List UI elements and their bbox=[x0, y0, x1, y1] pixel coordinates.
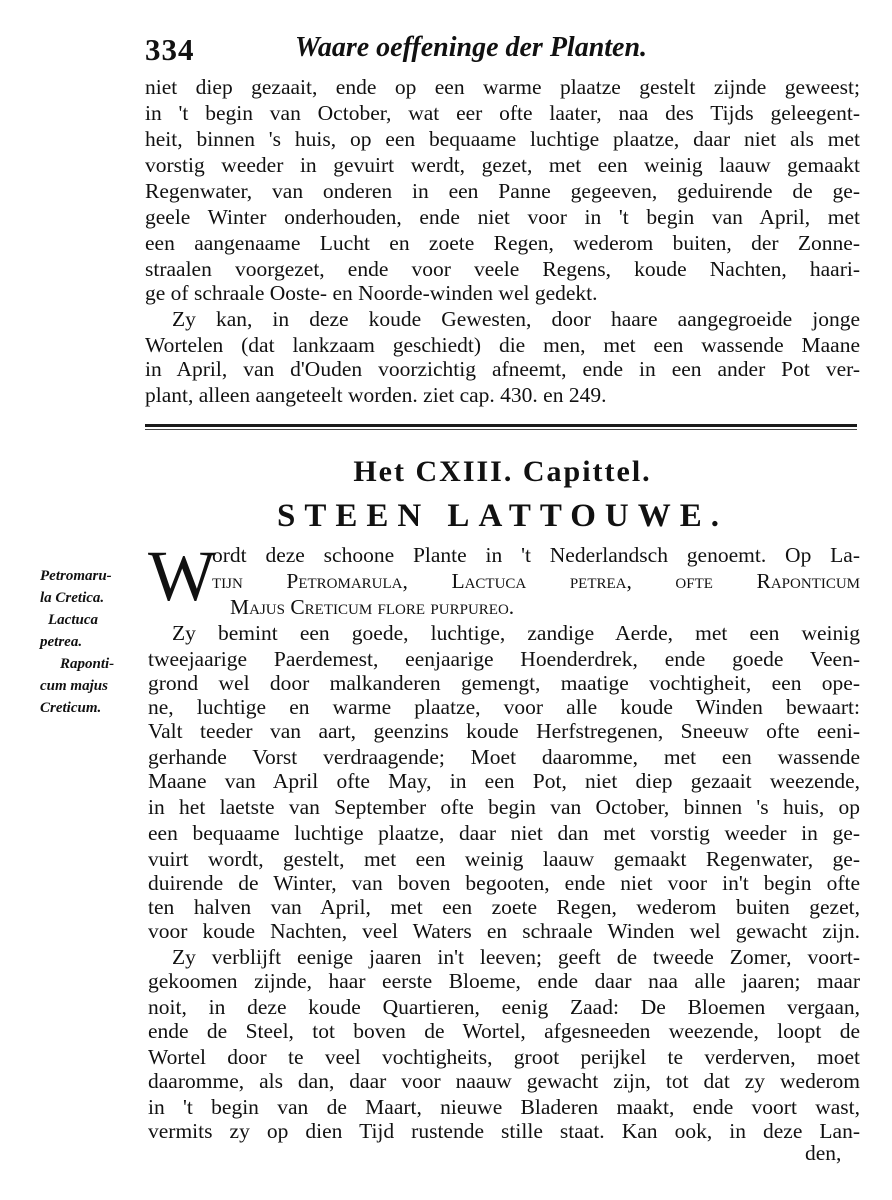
text-line: Zy verblijft eenige jaaren in't leeven; geeft de tweede Zomer, voort- bbox=[172, 945, 860, 969]
text-line: niet diep gezaait, ende op een warme plaatze gestelt zijnde geweest; bbox=[145, 75, 860, 99]
text-line: een bequaame luchtige plaatze, daar niet dan met vorstig weeder in ge- bbox=[148, 821, 860, 845]
margin-note-line: Lactuca bbox=[48, 612, 98, 628]
drop-cap: W bbox=[148, 536, 216, 616]
text-line: daaromme, als dan, daar voor naauw gewacht zijn, tot dat zy wederom bbox=[148, 1069, 860, 1093]
margin-note bbox=[40, 565, 148, 719]
text-line: ende de Steel, tot boven de Wortel, afgesneeden weezende, loopt de bbox=[148, 1019, 860, 1043]
text-line: Majus Creticum flore purpureo. bbox=[230, 595, 515, 619]
text-line: Maane van April ofte May, in een Pot, niet diep gezaait weezende, bbox=[148, 769, 860, 793]
margin-note-line: la Cretica. bbox=[40, 590, 105, 606]
text-line: geele Winter onderhouden, ende niet voor in 't begin van April, met bbox=[145, 205, 860, 229]
text-line: in het laetste van September ofte begin van October, binnen 's huis, op bbox=[148, 795, 860, 819]
text-line: in April, van d'Ouden voorzichtig afneemt, ende in een ander Pot ver- bbox=[145, 357, 860, 381]
text-line: ordt deze schoone Plante in 't Nederlandsch genoemt. Op La- bbox=[212, 543, 860, 567]
text-line: in 't begin van October, wat eer ofte laater, naa des Tijds geleegent- bbox=[145, 101, 860, 125]
page-header bbox=[145, 28, 865, 72]
text-line: Wortelen (dat lankzaam geschiedt) die men, met een wassende Maane bbox=[145, 333, 860, 357]
text-line: gerhande Vorst verdraagende; Moet daaromme, met een wassende bbox=[148, 745, 860, 769]
text-line: straalen voorgezet, ende voor veele Regens, koude Nachten, haari- bbox=[145, 257, 860, 281]
text-line: in 't begin van de Maart, nieuwe Bladeren maakt, ende voort wast, bbox=[148, 1095, 860, 1119]
catchword: den, bbox=[805, 1141, 842, 1165]
text-line: ne, luchtige en warme plaatze, voor alle koude Winden bewaart: bbox=[148, 695, 860, 719]
text-line: vermits zy op dien Tijd rustende stille staat. Kan ook, in deze Lan- bbox=[148, 1119, 860, 1143]
text-line: ten halven van April, met een zoete Regen, wederom buiten gezet, bbox=[148, 895, 860, 919]
text-line: gekoomen zijnde, haar eerste Bloeme, ende daar naa alle jaaren; maar bbox=[148, 969, 860, 993]
text-line: tijn Petromarula, Lactuca petrea, ofte Raponticum bbox=[212, 569, 860, 593]
text-line: tweejaarige Paerdemest, eenjaarige Hoenderdrek, ende goede Veen- bbox=[148, 647, 860, 671]
running-title: Waare oeffeninge der Planten. bbox=[295, 32, 648, 63]
text-line: Wortel door te veel vochtigheits, groot perijkel te verderven, moet bbox=[148, 1045, 860, 1069]
text-line: Regenwater, van onderen in een Panne gegeeven, geduirende de ge- bbox=[145, 179, 860, 203]
chapter-number: Het CXIII. Capittel. bbox=[353, 455, 652, 488]
section-divider-thin bbox=[145, 429, 857, 430]
text-line: ge of schraale Ooste- en Noorde-winden wel gedekt. bbox=[145, 281, 598, 305]
chapter-title: STEEN LATTOUWE. bbox=[276, 498, 729, 534]
text-line: voor koude Nachten, veel Waters en schraale Winden wel gewacht zijn. bbox=[148, 919, 860, 943]
margin-note-line: Creticum. bbox=[40, 700, 102, 716]
margin-note-line: Raponti- bbox=[60, 656, 115, 672]
text-line: plant, alleen aangeteelt worden. ziet cap. 430. en 249. bbox=[145, 383, 607, 407]
section-divider bbox=[145, 424, 857, 427]
page-number: 334 bbox=[145, 32, 195, 67]
text-line: vuirt wordt, gestelt, met een weinig laauw gemaakt Regenwater, ge- bbox=[148, 847, 860, 871]
text-line: Zy kan, in deze koude Gewesten, door haare aangegroeide jonge bbox=[172, 307, 860, 331]
text-line: vorstig weeder in gevuirt werdt, gezet, met een weinig laauw gemaakt bbox=[145, 153, 860, 177]
text-line: Valt teeder van aart, geenzins koude Herfstregenen, Sneeuw ofte eeni- bbox=[148, 719, 860, 743]
text-line: grond wel door malkanderen gemengt, maatige vochtigheit, een ope- bbox=[148, 671, 860, 695]
text-line: heit, binnen 's huis, op een bequaame luchtige plaatze, daar niet als met bbox=[145, 127, 860, 151]
text-line: een aangenaame Lucht en zoete Regen, wederom buiten, der Zonne- bbox=[145, 231, 860, 255]
margin-note-line: Petromaru- bbox=[40, 568, 112, 584]
margin-note-line: petrea. bbox=[40, 634, 83, 650]
margin-note-line: cum majus bbox=[40, 678, 108, 694]
text-line: duirende de Winter, van boven begooten, ende niet voor in't begin ofte bbox=[148, 871, 860, 895]
text-line: Zy bemint een goede, luchtige, zandige Aerde, met een weinig bbox=[172, 621, 860, 645]
text-line: noit, in deze koude Quartieren, eenig Zaad: De Bloemen vergaan, bbox=[148, 995, 860, 1019]
